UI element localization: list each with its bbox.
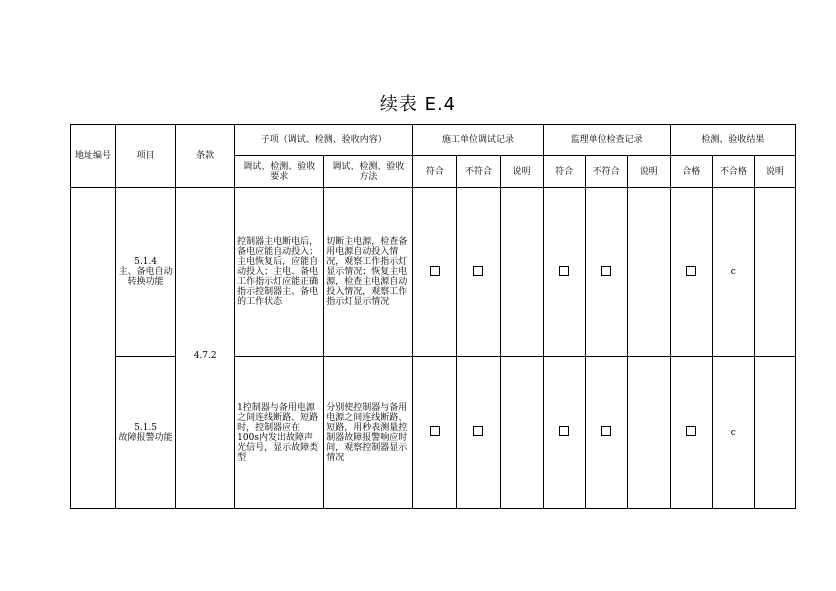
header-requirement: 调试、检测、验收要求	[235, 156, 324, 188]
construction-nonconform-checkbox[interactable]	[473, 266, 483, 276]
header-pass: 合格	[670, 156, 712, 188]
header-item: 项目	[116, 125, 176, 188]
supervision-conform-cell	[543, 357, 585, 509]
item-cell: 5.1.4 主、备电自动转换功能	[116, 188, 176, 357]
item-cell: 5.1.5 故障报警功能	[116, 357, 176, 509]
supervision-nonconform-cell	[585, 188, 627, 357]
supervision-conform-checkbox[interactable]	[559, 426, 569, 436]
construction-conform-cell	[413, 188, 457, 357]
supervision-nonconform-checkbox[interactable]	[601, 426, 611, 436]
supervision-conform-checkbox[interactable]	[559, 266, 569, 276]
header-nonconform: 不符合	[457, 156, 500, 188]
result-fail-cell: c	[712, 188, 754, 357]
header-clause: 条款	[176, 125, 235, 188]
header-fail: 不合格	[712, 156, 754, 188]
header-construction: 施工单位调试记录	[413, 125, 543, 156]
header-supervision: 监理单位检查记录	[543, 125, 670, 156]
construction-note-cell	[500, 188, 543, 357]
header-conform: 符合	[543, 156, 585, 188]
result-fail-cell: c	[712, 357, 754, 509]
construction-note-cell	[500, 357, 543, 509]
inspection-table	[70, 124, 796, 509]
result-pass-checkbox[interactable]	[686, 426, 696, 436]
construction-conform-checkbox[interactable]	[430, 266, 440, 276]
location-cell	[71, 188, 116, 509]
header-result: 检测、验收结果	[670, 125, 795, 156]
header-sub-item: 子项（调试、检测、验收内容）	[235, 125, 413, 156]
header-method: 调试、检测、验收方法	[324, 156, 413, 188]
header-note: 说明	[500, 156, 543, 188]
construction-conform-checkbox[interactable]	[430, 426, 440, 436]
requirement-cell: 控制器主电断电后，备电应能自动投入；主电恢复后，应能自动投入；主电、备电工作指示灯应能正确指示控制器主、备电的工作状态	[235, 188, 324, 357]
result-note-cell	[754, 188, 795, 357]
header-conform: 符合	[413, 156, 457, 188]
supervision-nonconform-cell	[585, 357, 627, 509]
result-note-cell	[754, 357, 795, 509]
supervision-note-cell	[627, 188, 670, 357]
header-note: 说明	[754, 156, 795, 188]
requirement-cell: 1控制器与备用电源之间连线断路、短路时，控制器应在100s内发出故障声光信号，显示故障类型	[235, 357, 324, 509]
result-pass-checkbox[interactable]	[686, 266, 696, 276]
supervision-note-cell	[627, 357, 670, 509]
construction-conform-cell	[413, 357, 457, 509]
clause-cell	[176, 188, 235, 509]
header-nonconform: 不符合	[585, 156, 627, 188]
result-pass-cell	[670, 357, 712, 509]
header-location: 地址编号	[71, 125, 116, 188]
header-note: 说明	[627, 156, 670, 188]
construction-nonconform-checkbox[interactable]	[473, 426, 483, 436]
result-pass-cell	[670, 188, 712, 357]
construction-nonconform-cell	[457, 357, 500, 509]
method-cell: 切断主电源，检查备用电源自动投入情况，观察工作指示灯显示情况；恢复主电源，检查主电源自动投入情况，观察工作指示灯显示情况	[324, 188, 413, 357]
construction-nonconform-cell	[457, 188, 500, 357]
supervision-nonconform-checkbox[interactable]	[601, 266, 611, 276]
page-title: 续表 E.4	[379, 94, 457, 115]
supervision-conform-cell	[543, 188, 585, 357]
clause-value: 4.7.2	[193, 351, 217, 361]
method-cell: 分别使控制器与备用电源之间连线断路、短路，用秒表测量控制器故障报警响应时间，观察控制器显示情况	[324, 357, 413, 509]
